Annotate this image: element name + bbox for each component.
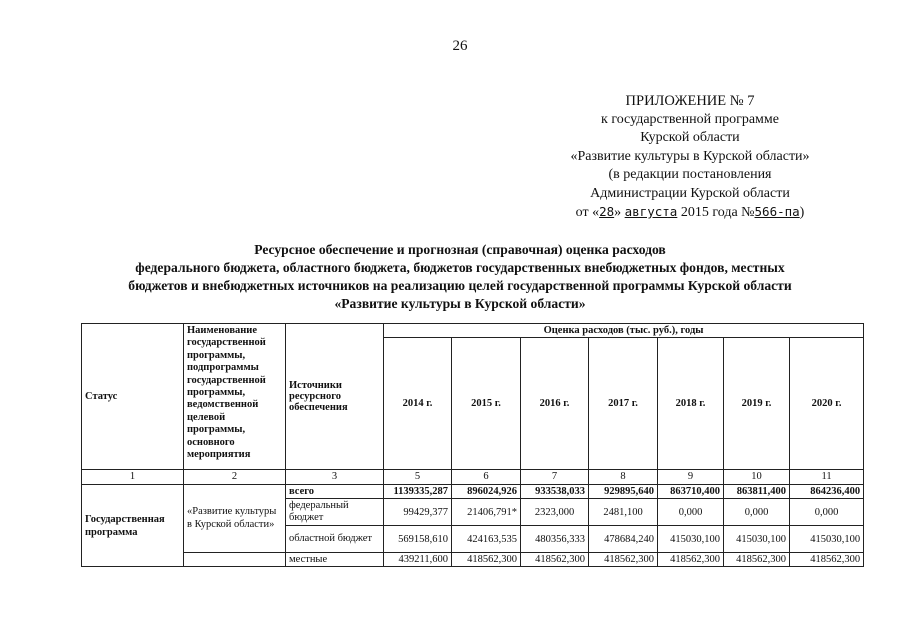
value-cell: 0,000 [724,499,790,526]
value-cell: 21406,791* [452,499,521,526]
header-source: Источники ресурсного обеспечения [286,324,384,470]
value-cell: 569158,610 [384,526,452,553]
heading-line: бюджетов и внебюджетных источников на реализацию целей государственной программы Курской области [128,278,792,293]
status-cell: Государственная программа [82,485,184,567]
value-cell: 418562,300 [790,553,864,567]
column-number: 2 [184,470,286,485]
value-cell: 478684,240 [589,526,658,553]
appendix-line: к государственной программе [601,111,779,127]
value-cell: 99429,377 [384,499,452,526]
page-number: 26 [452,38,468,54]
date-month: августа [624,204,678,219]
value-cell: 424163,535 [452,526,521,553]
value-cell: 480356,333 [521,526,589,553]
appendix-title: ПРИЛОЖЕНИЕ № 7 [625,93,755,109]
value-cell: 0,000 [790,499,864,526]
program-name-cell: «Развитие культуры в Курской области» [184,485,286,553]
value-cell: 418562,300 [658,553,724,567]
header-status: Статус [82,324,184,470]
appendix-line: (в редакции постановления [608,167,772,182]
header-estimate: Оценка расходов (тыс. руб.), годы [384,324,864,338]
header-year: 2020 г. [790,338,864,470]
value-cell: 418562,300 [589,553,658,567]
header-year: 2018 г. [658,338,724,470]
header-year: 2015 г. [452,338,521,470]
appendix-date-line [540,203,840,223]
table-row [82,553,864,567]
column-number: 5 [384,470,452,485]
table-row [82,485,864,499]
value-cell: 2323,000 [521,499,589,526]
value-cell: 418562,300 [452,553,521,567]
column-number: 6 [452,470,521,485]
date-year: 2015 года № [680,205,755,220]
document-number: 566-па [754,204,800,219]
value-cell: 418562,300 [521,553,589,567]
column-number: 7 [521,470,589,485]
column-number: 11 [790,470,864,485]
appendix-block [540,92,840,223]
value-cell: 929895,640 [589,485,658,499]
program-name-cell-empty [184,553,286,567]
value-cell: 864236,400 [790,485,864,499]
header-year: 2016 г. [521,338,589,470]
document-heading [80,241,840,313]
value-cell: 0,000 [658,499,724,526]
source-cell: местные [286,553,384,567]
source-cell: областной бюджет [286,526,384,553]
value-cell: 415030,100 [658,526,724,553]
appendix-line: Администрации Курской области [590,185,790,201]
heading-line: федерального бюджета, областного бюджета, бюджетов государственных внебюджетных фондов, местных [135,260,785,275]
value-cell: 439211,600 [384,553,452,567]
value-cell: 2481,100 [589,499,658,526]
column-number: 10 [724,470,790,485]
column-number-row [82,470,864,485]
value-cell: 863710,400 [658,485,724,499]
date-day: 28 [599,204,615,219]
heading-line: «Развитие культуры в Курской области» [334,296,586,311]
source-cell: всего [286,485,384,499]
column-number: 3 [286,470,384,485]
value-cell: 415030,100 [790,526,864,553]
column-number: 1 [82,470,184,485]
budget-table [81,323,864,567]
value-cell: 933538,033 [521,485,589,499]
date-prefix: от « [575,205,600,220]
value-cell: 896024,926 [452,485,521,499]
header-program-name: Наименование государственной программы, подпрограммы государственной программы, ведомственной целевой программы, основного мероприятия [184,324,286,470]
header-year: 2017 г. [589,338,658,470]
date-paren-close: ) [799,205,805,220]
column-number: 8 [589,470,658,485]
heading-line: Ресурсное обеспечение и прогнозная (справочная) оценка расходов [254,242,666,257]
value-cell: 418562,300 [724,553,790,567]
value-cell: 415030,100 [724,526,790,553]
appendix-line: «Развитие культуры в Курской области» [570,148,810,164]
date-quote-close: » [614,205,622,220]
source-cell: федеральный бюджет [286,499,384,526]
value-cell: 863811,400 [724,485,790,499]
header-year: 2019 г. [724,338,790,470]
value-cell: 1139335,287 [384,485,452,499]
column-number: 9 [658,470,724,485]
appendix-line: Курской области [640,130,740,145]
header-year: 2014 г. [384,338,452,470]
